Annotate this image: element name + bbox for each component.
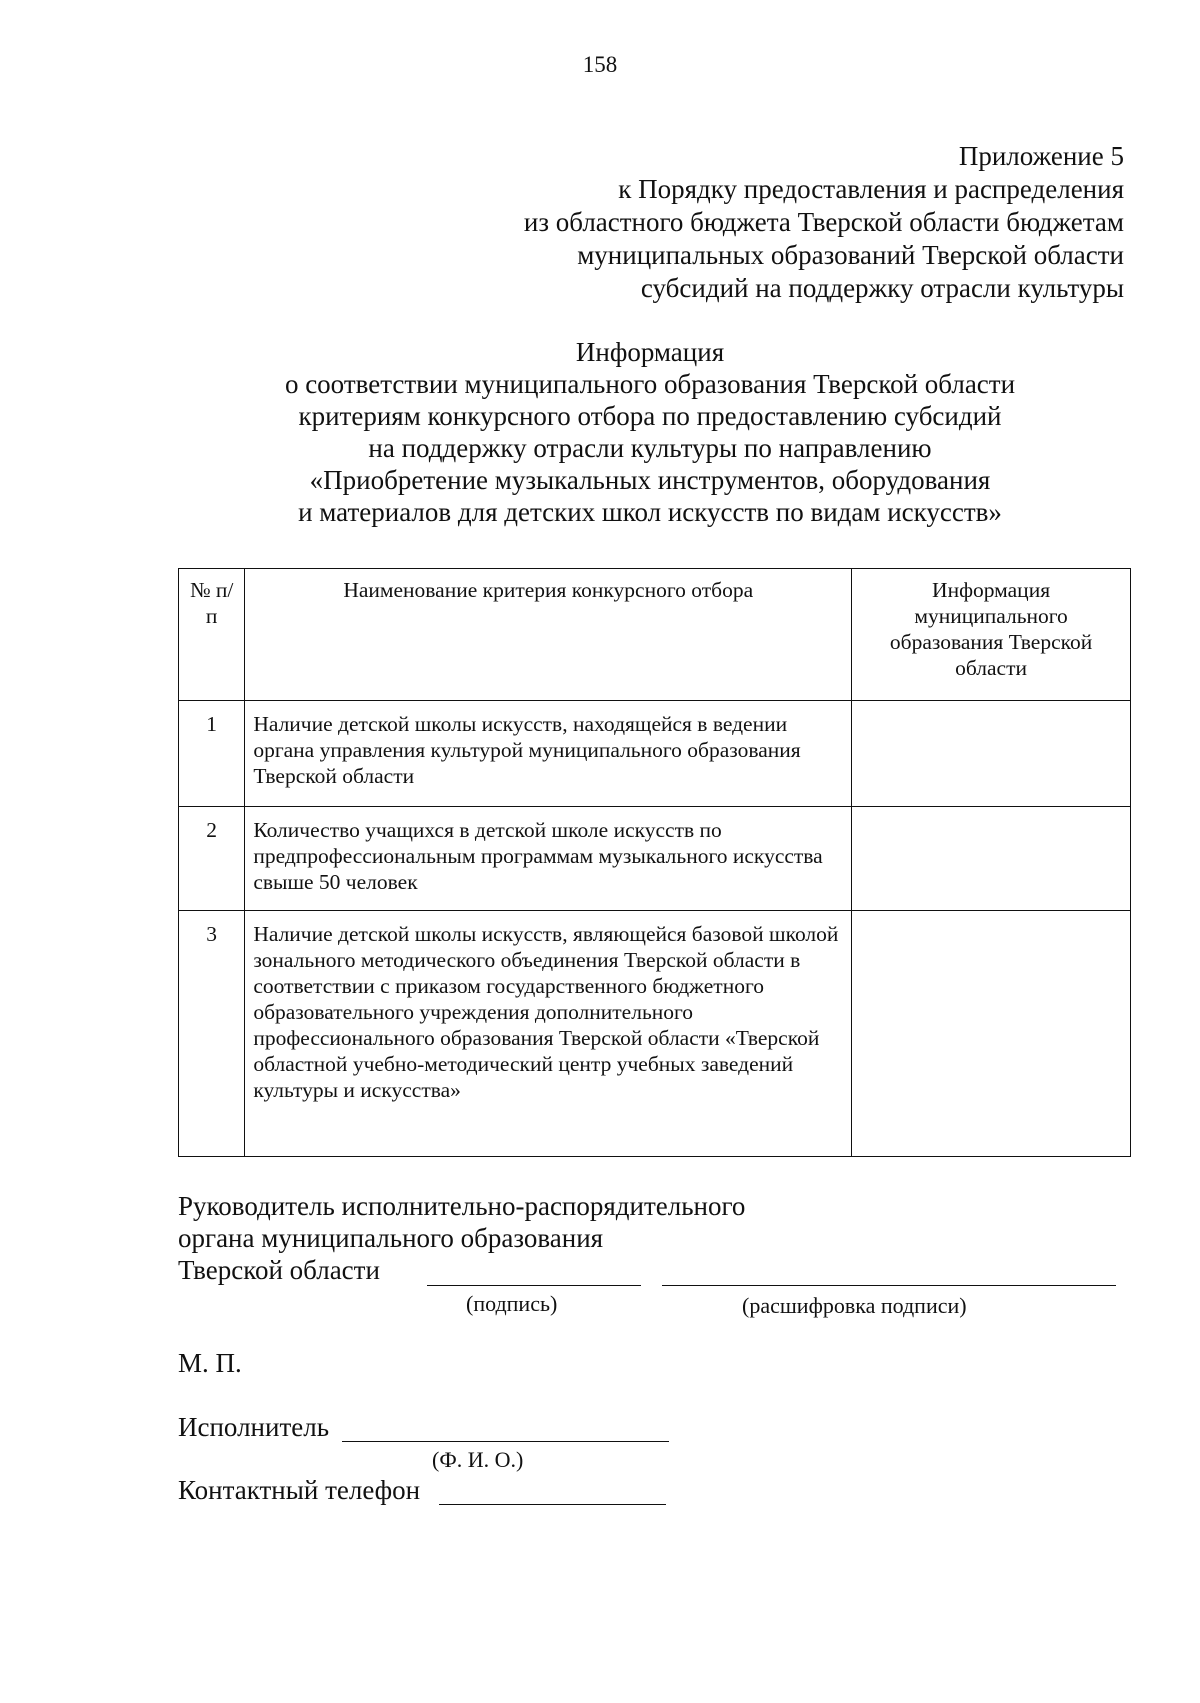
row-num: 1	[179, 701, 245, 807]
head-signature-block	[178, 1190, 745, 1286]
document-title	[0, 336, 1200, 528]
criteria-table	[178, 568, 1131, 1157]
phone-label: Контактный телефон	[178, 1475, 421, 1505]
header-criterion-name: Наименование критерия конкурсного отбора	[245, 569, 852, 701]
decoding-caption: (расшифровка подписи)	[742, 1293, 967, 1318]
header-num: № п/п	[179, 569, 245, 701]
head-title-line: органа муниципального образования	[178, 1223, 604, 1253]
title-line: «Приобретение музыкальных инструментов, оборудования	[309, 465, 991, 495]
title-line: критериям конкурсного отбора по предоставлению субсидий	[298, 401, 1002, 431]
phone-line[interactable]	[439, 1504, 666, 1505]
executor-name-line[interactable]	[342, 1441, 669, 1442]
row-info-cell[interactable]	[852, 701, 1131, 807]
title-line: и материалов для детских школ искусств по видам искусств»	[298, 497, 1002, 527]
title-line: о соответствии муниципального образования Тверской области	[284, 369, 1016, 399]
signature-decoding-line[interactable]	[662, 1285, 1116, 1286]
header-municipal-info: Информация муниципального образования Тверской области	[852, 569, 1131, 701]
row-info-cell[interactable]	[852, 911, 1131, 1157]
table-row	[179, 701, 1131, 807]
title-line: на поддержку отрасли культуры по направлению	[368, 433, 932, 463]
table-row	[179, 807, 1131, 911]
stamp-placeholder: М. П.	[178, 1348, 242, 1378]
table-header-row	[179, 569, 1131, 701]
page-number: 158	[582, 52, 618, 77]
appendix-line: Приложение 5	[958, 141, 1124, 171]
row-criterion: Количество учащихся в детской школе искусств по предпрофессиональным программам музыкального искусства свыше 50 человек	[245, 807, 852, 911]
appendix-line: из областного бюджета Тверской области бюджетам	[523, 207, 1124, 237]
signature-caption: (подпись)	[466, 1291, 558, 1316]
signature-line[interactable]	[427, 1285, 641, 1286]
appendix-line: к Порядку предоставления и распределения	[618, 174, 1124, 204]
appendix-header	[524, 140, 1124, 305]
row-num: 2	[179, 807, 245, 911]
row-num: 3	[179, 911, 245, 1157]
row-criterion: Наличие детской школы искусств, являющейся базовой школой зонального методического объединения Тверской области в соответствии с приказом государственного бюджетного образовательного учреждения дополнительного профессионального образования Тверской области «Тверской областной учебно-методический центр учебных заведений культуры и искусства»	[245, 911, 852, 1157]
title-line: Информация	[575, 337, 725, 367]
appendix-line: муниципальных образований Тверской области	[577, 240, 1124, 270]
executor-caption: (Ф. И. О.)	[432, 1447, 524, 1472]
head-title-line: Руководитель исполнительно-распорядительного	[178, 1191, 746, 1221]
head-title-line: Тверской области	[178, 1255, 380, 1285]
row-criterion: Наличие детской школы искусств, находящейся в ведении органа управления культурой муниципального образования Тверской области	[245, 701, 852, 807]
table-row	[179, 911, 1131, 1157]
appendix-line: субсидий на поддержку отрасли культуры	[640, 273, 1124, 303]
executor-label: Исполнитель	[178, 1412, 330, 1442]
row-info-cell[interactable]	[852, 807, 1131, 911]
